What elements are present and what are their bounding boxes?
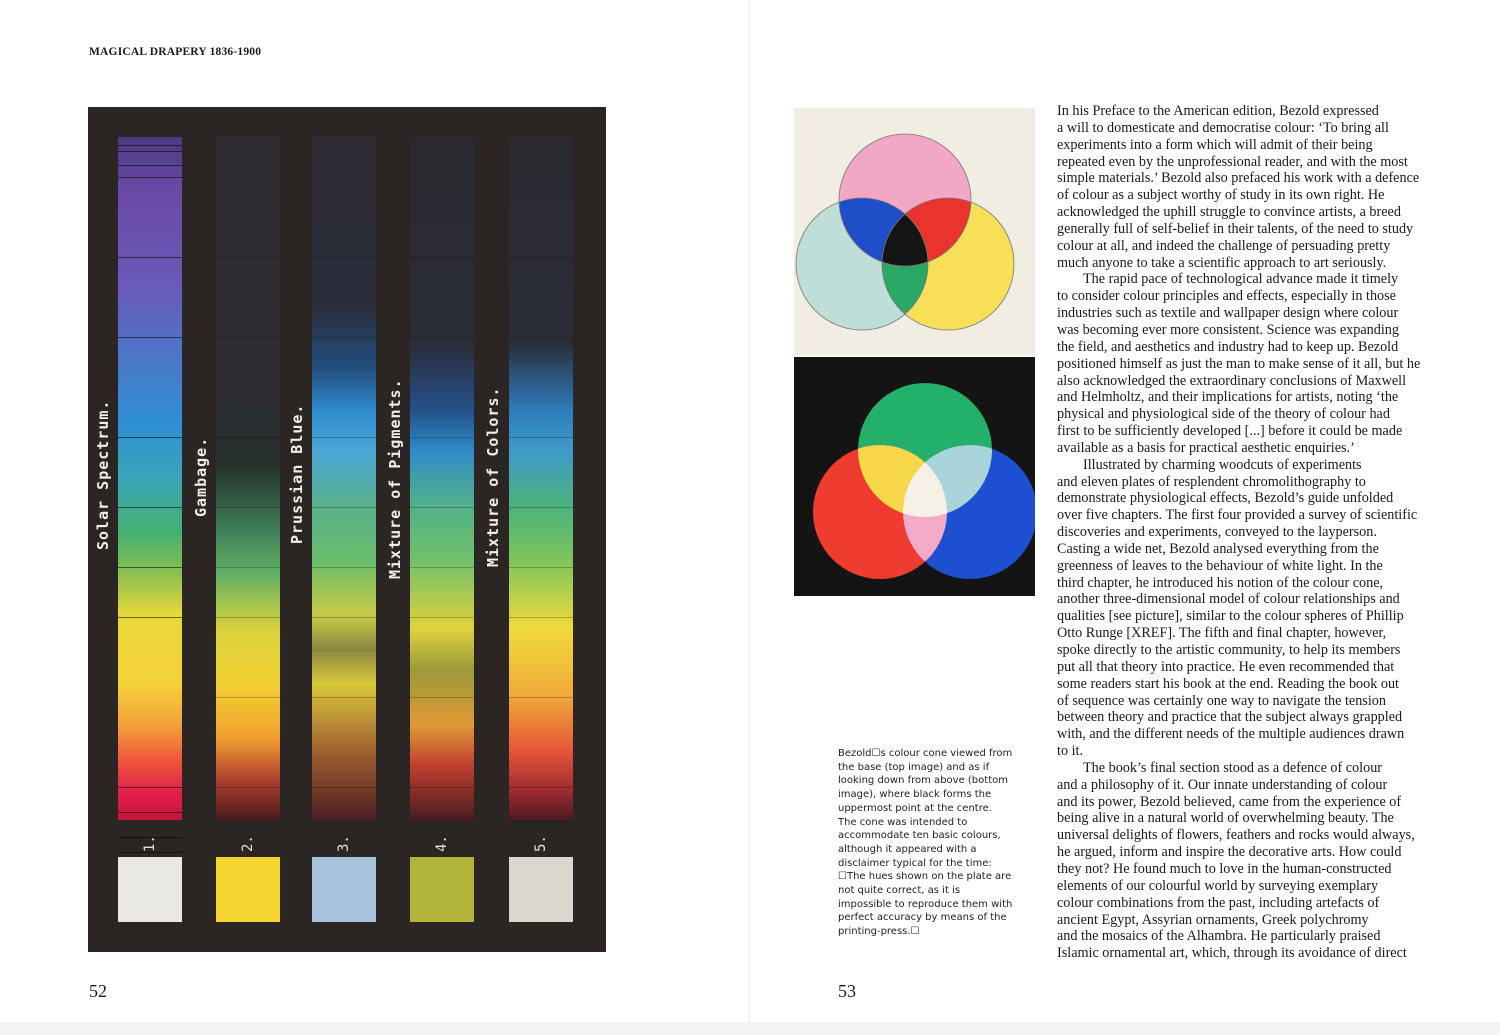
strip-label: Prussian Blue.	[288, 403, 306, 544]
strip-number: 2.	[240, 835, 256, 852]
body-line: and eleven plates of resplendent chromolithography to	[1057, 473, 1366, 490]
body-line: to it.	[1057, 743, 1084, 760]
colour-swatch	[118, 857, 182, 922]
figure-caption: Bezold☐s colour cone viewed from the base (top image) and as if looking down from above (bottom image), where black forms the uppermost point at the centre. The cone was intended to accommodate ten basic colours, although it appeared with a disclaimer typical for the time: ☐The hues shown on the plate are not quite correct, as it is impossible to reproduce them with perfect accuracy by means of the printing-press.☐	[838, 748, 1013, 938]
running-head: MAGICAL DRAPERY 1836-1900	[89, 46, 262, 58]
body-line: and a philosophy of it. Our innate understanding of colour	[1057, 776, 1388, 793]
body-line: colour combinations from the past, including artefacts of	[1057, 894, 1380, 911]
body-line: ancient Egypt, Assyrian ornaments, Greek polychromy	[1057, 911, 1369, 928]
colour-swatch	[312, 857, 376, 922]
body-line: he argued, inform and inspire the decorative arts. How could	[1057, 844, 1402, 861]
body-line: positioned himself as just the man to make sense of it all, but he	[1057, 355, 1421, 372]
body-line: the field, and aesthetics and industry had to keep up. Bezold	[1057, 338, 1399, 355]
spectrum-strip	[118, 137, 182, 820]
body-line: universal delights of flowers, feathers and rocks would always,	[1057, 827, 1415, 844]
body-line: repeated even by the unprofessional reader, and with the most	[1057, 153, 1408, 170]
body-line: acknowledged the uphill struggle to convince artists, a breed	[1057, 204, 1401, 221]
strip-label: Mixture of Pigments.	[386, 378, 404, 579]
body-line: greenness of leaves to the behaviour of white light. In the	[1057, 557, 1383, 574]
page-number-left: 52	[89, 981, 107, 1001]
body-line: available as a basis for practical aesthetic enquiries.’	[1057, 439, 1355, 456]
body-line: to consider colour principles and effects, especially in those	[1057, 288, 1396, 305]
body-line: put all that theory into practice. He even recommended that	[1057, 658, 1395, 675]
strip-number: 3.	[336, 835, 352, 852]
body-line: some readers start his book at the end. Reading the book out	[1057, 675, 1399, 692]
strip-label: Gambage.	[192, 436, 210, 517]
body-line: another three-dimensional model of colour relationships and	[1057, 591, 1400, 608]
body-line: being alive in a natural world of overwhelming beauty. The	[1057, 810, 1394, 827]
body-line: and the mosaics of the Alhambra. He particularly praised	[1057, 928, 1381, 945]
spectrum-strip	[216, 137, 280, 820]
colour-swatch	[216, 857, 280, 922]
body-line: was becoming ever more consistent. Science was expanding	[1057, 321, 1399, 338]
body-line: The rapid pace of technological advance made it timely	[1083, 271, 1399, 288]
strip-number: 4.	[434, 835, 450, 852]
body-line: a will to domesticate and democratise colour: ‘To bring all	[1057, 119, 1389, 136]
body-line: demonstrate physiological effects, Bezold’s guide unfolded	[1057, 490, 1394, 507]
body-line: and Helmholtz, and their implications for artists, noting ‘the	[1057, 389, 1399, 406]
body-line: spoke directly to the artistic community, to help its members	[1057, 642, 1401, 658]
spectrum-strip	[312, 137, 376, 820]
body-line: industries such as textile and wallpaper design where colour	[1057, 305, 1399, 322]
body-line: Islamic ornamental art, which, through its avoidance of direct	[1057, 945, 1407, 962]
gutter	[748, 0, 752, 1035]
strip-label: Mixture of Colors.	[484, 386, 502, 567]
body-line: simple materials.’ Bezold also prefaced his work with a defence	[1057, 170, 1420, 187]
body-line: also acknowledged the extraordinary conclusions of Maxwell	[1057, 372, 1407, 389]
body-line: The book’s final section stood as a defence of colour	[1083, 759, 1383, 776]
body-line: elements of our colourful world by surveying exemplary	[1057, 877, 1379, 894]
colour-cone-base-view	[794, 108, 1035, 355]
body-line: experiments into a form which will admit of their being	[1057, 136, 1373, 153]
body-line: qualities [see picture], similar to the colour spheres of Phillip	[1057, 608, 1404, 625]
body-line: Illustrated by charming woodcuts of experiments	[1083, 456, 1362, 473]
colour-cone-top-view	[794, 357, 1035, 596]
spectrum-strip	[509, 137, 573, 820]
body-text	[1057, 103, 1447, 962]
body-line: generally full of self-belief in their talents, of the need to study	[1057, 220, 1414, 237]
colour-swatch	[410, 857, 474, 922]
body-line: third chapter, he introduced his notion of the colour cone,	[1057, 574, 1384, 591]
colour-swatch	[509, 857, 573, 922]
body-line: they not? He found much to love in the human-constructed	[1057, 860, 1392, 877]
body-line: of sequence was certainly one way to navigate the tension	[1057, 692, 1386, 709]
body-line: In his Preface to the American edition, Bezold expressed	[1057, 103, 1379, 119]
body-line: with, and the different needs of the multiple audiences drawn	[1057, 726, 1405, 743]
body-line: physical and physiological side of the theory of colour had	[1057, 406, 1390, 423]
body-line: Casting a wide net, Bezold analysed everything from the	[1057, 540, 1379, 557]
spectrum-plate	[88, 107, 606, 952]
body-line: of colour as a subject worthy of study in its own right. He	[1057, 187, 1385, 204]
body-line: first to be sufficiently developed [...] before it could be made	[1057, 423, 1403, 440]
body-line: colour at all, and indeed the challenge of persuading pretty	[1057, 237, 1391, 254]
page-number-right: 53	[838, 981, 856, 1001]
body-line: Otto Runge [XREF]. The fifth and final chapter, however,	[1057, 625, 1387, 642]
body-line: much anyone to take a scientific approach to art seriously.	[1057, 254, 1387, 271]
strip-number: 5.	[533, 835, 549, 852]
strip-label: Solar Spectrum.	[94, 399, 112, 550]
body-line: and its power, Bezold believed, came from the experience of	[1057, 793, 1402, 810]
strip-number: 1.	[142, 835, 158, 852]
body-line: between theory and practice that the subject always grappled	[1057, 709, 1403, 726]
body-line: over five chapters. The first four provided a survey of scientific	[1057, 507, 1418, 524]
spectrum-strip	[410, 137, 474, 820]
page-edge	[0, 1022, 1500, 1035]
body-line: discoveries and experiments, conveyed to the layperson.	[1057, 524, 1377, 541]
